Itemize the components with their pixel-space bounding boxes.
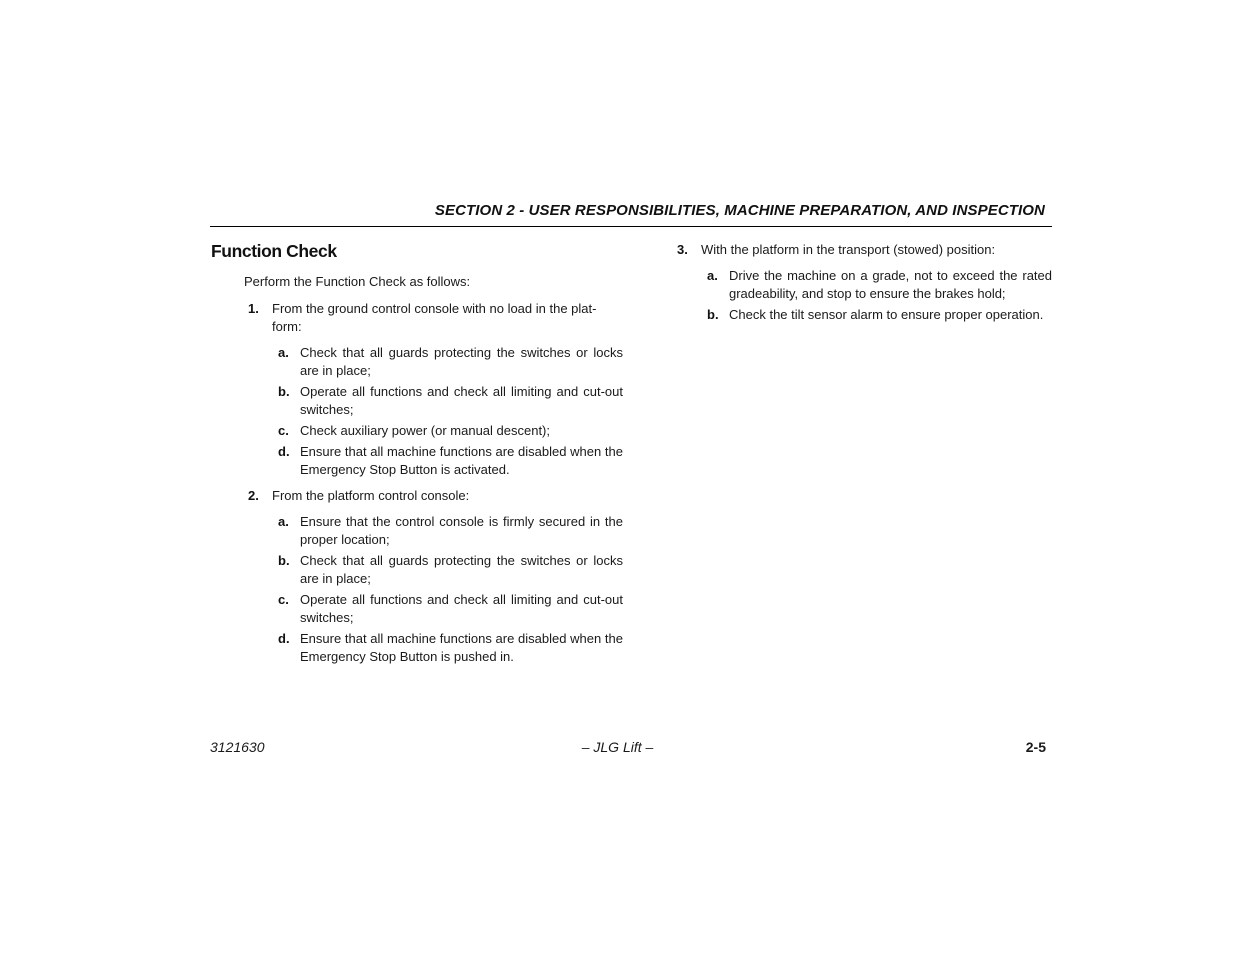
step-text: From the platform control console: (272, 488, 470, 503)
step-number: 2. (248, 488, 259, 503)
substep-text: Check auxiliary power (or manual descent); (300, 423, 550, 438)
step-text: With the platform in the transport (stowed) position: (701, 242, 996, 257)
substep-text: Ensure that all machine functions are disabled when the Emergency Stop Button is activated. (300, 444, 623, 477)
substep-text: Operate all functions and check all limiting and cut-out switches; (300, 592, 623, 625)
substep-text: Ensure that the control console is firmly secured in the proper location; (300, 514, 623, 547)
publisher-name: – JLG Lift – (581, 739, 654, 755)
step-text-line: From the ground control console with no load in the plat- (272, 301, 597, 316)
substep-text: Operate all functions and check all limiting and cut-out switches; (300, 384, 623, 417)
step-text-line: form: (272, 318, 302, 334)
substep-label: d. (278, 444, 290, 459)
substep-text: Check that all guards protecting the switches or locks are in place; (300, 345, 623, 378)
intro-text: Perform the Function Check as follows: (244, 274, 471, 289)
substep-label: c. (278, 592, 289, 607)
substep-text: Ensure that all machine functions are disabled when the Emergency Stop Button is pushed in. (300, 631, 623, 664)
substep-label: b. (278, 553, 290, 568)
substep-text: Check the tilt sensor alarm to ensure proper operation. (729, 307, 1044, 322)
header-rule (210, 226, 1052, 227)
substep-text: Drive the machine on a grade, not to exceed the rated gradeability, and stop to ensure the brakes hold; (729, 268, 1052, 301)
page-title: Function Check (211, 241, 337, 261)
step-number: 3. (677, 242, 688, 257)
substep-label: a. (278, 345, 289, 360)
doc-number: 3121630 (210, 739, 265, 755)
substep-label: b. (707, 307, 719, 322)
substep-label: c. (278, 423, 289, 438)
substep-label: b. (278, 384, 290, 399)
step-text (272, 300, 612, 335)
substep-label: a. (278, 514, 289, 529)
substep-text: Check that all guards protecting the switches or locks are in place; (300, 553, 623, 586)
page-number: 2-5 (1025, 739, 1046, 755)
substep-label: d. (278, 631, 290, 646)
substep-label: a. (707, 268, 718, 283)
step-number: 1. (248, 301, 259, 316)
section-header: SECTION 2 - USER RESPONSIBILITIES, MACHINE PREPARATION, AND INSPECTION (434, 202, 1045, 219)
